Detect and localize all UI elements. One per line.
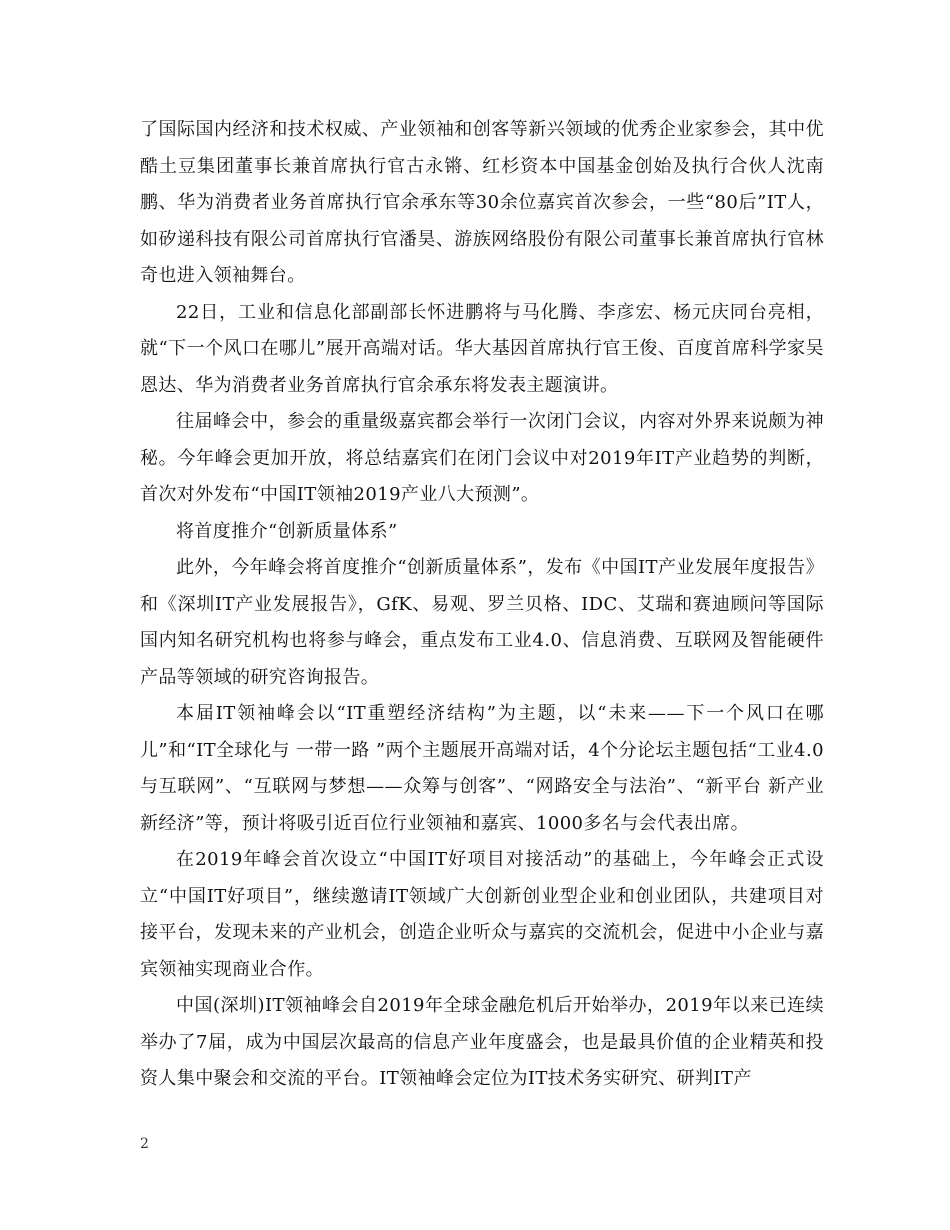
document-body [140,112,824,1098]
paragraph-4: 此外，今年峰会将首度推介“创新质量体系”，发布《中国IT产业发展年度报告》和《深圳IT产业发展报告》，GfK、易观、罗兰贝格、IDC、艾瑞和赛迪顾问等国际国内知名研究机构也将参与峰会，重点发布工业4.0、信息消费、互联网及智能硬件产品等领域的研究咨询报告。 [140,557,824,688]
paragraph-5: 本届IT领袖峰会以“IT重塑经济结构”为主题，以“未来——下一个风口在哪儿”和“IT全球化与 一带一路 ”两个主题展开高端对话，4个分论坛主题包括“工业4.0与互联网”、“互联网与梦想——众筹与创客”、“网路安全与法治”、“新平台 新产业 新经济”等，预计将吸引近百位行业领袖和嘉宾、1000多名与会代表出席。 [140,703,824,834]
section-heading: 将首度推介“创新质量体系” [176,520,398,542]
page-number: 2 [140,1136,149,1152]
paragraph-3: 往届峰会中，参会的重量级嘉宾都会举行一次闭门会议，内容对外界来说颇为神秘。今年峰会更加开放，将总结嘉宾们在闭门会议中对2019年IT产业趋势的判断，首次对外发布“中国IT领袖2019产业八大预测”。 [140,411,824,505]
paragraph-6: 在2019年峰会首次设立“中国IT好项目对接活动”的基础上，今年峰会正式设立“中国IT好项目”，继续邀请IT领域广大创新创业型企业和创业团队，共建项目对接平台，发现未来的产业机会，创造企业听众与嘉宾的交流机会，促进中小企业与嘉宾领袖实现商业合作。 [140,849,824,980]
paragraph-1: 了国际国内经济和技术权威、产业领袖和创客等新兴领域的优秀企业家参会，其中优酷土豆集团董事长兼首席执行官古永锵、红杉资本中国基金创始及执行合伙人沈南鹏、华为消费者业务首席执行官余承东等30余位嘉宾首次参会，一些“80后”IT人，如矽递科技有限公司首席执行官潘昊、游族网络股份有限公司董事长兼首席执行官林奇也进入领袖舞台。 [140,119,824,286]
paragraph-2: 22日，工业和信息化部副部长怀进鹏将与马化腾、李彦宏、杨元庆同台亮相，就“下一个风口在哪儿”展开高端对话。华大基因首席执行官王俊、百度首席科学家吴恩达、华为消费者业务首席执行官余承东将发表主题演讲。 [140,301,824,396]
paragraph-7: 中国(深圳)IT领袖峰会自2019年全球金融危机后开始举办，2019年以来已连续举办了7届，成为中国层次最高的信息产业年度盛会，也是最具价值的企业精英和投资人集中聚会和交流的平台。IT领袖峰会定位为IT技术务实研究、研判IT产 [140,995,824,1089]
